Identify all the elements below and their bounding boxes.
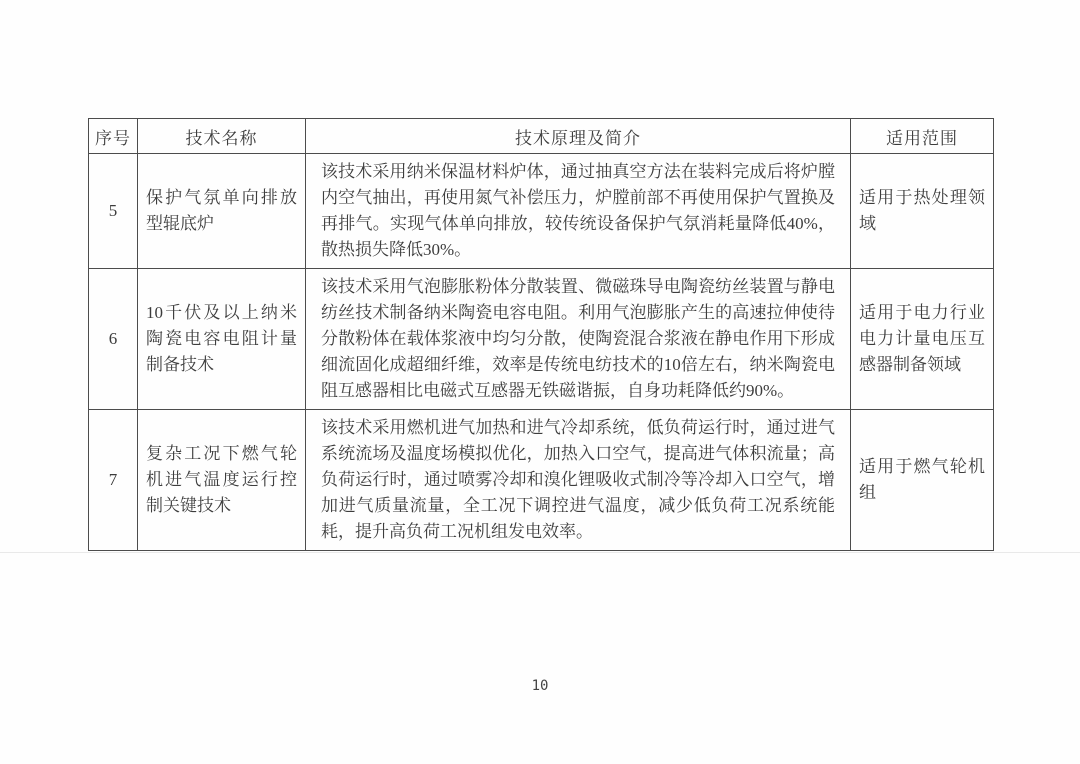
header-seq: 序号 [89,119,138,154]
row-index-cell: 7 [89,410,138,551]
principle-cell: 该技术采用气泡膨胀粉体分散装置、微磁珠导电陶瓷纺丝装置与静电纺丝技术制备纳米陶瓷电容电阻。利用气泡膨胀产生的高速拉伸使待分散粉体在载体浆液中均匀分散，使陶瓷混合浆液在静电作用下形成细流固化成超细纤维，效率是传统电纺技术的10倍左右，纳米陶瓷电阻互感器相比电磁式互感器无铁磁谐振，自身功耗降低约90%。 [306,269,851,410]
row-index-cell: 5 [89,154,138,269]
table-header-row [89,119,994,154]
table-row [89,269,994,410]
principle-cell: 该技术采用纳米保温材料炉体，通过抽真空方法在装料完成后将炉膛内空气抽出，再使用氮气补偿压力，炉膛前部不再使用保护气置换及再排气。实现气体单向排放，较传统设备保护气氛消耗量降低40%，散热损失降低30%。 [306,154,851,269]
table-row [89,410,994,551]
tech-name-cell: 复杂工况下燃气轮机进气温度运行控制关键技术 [138,410,306,551]
scope-cell: 适用于热处理领域 [851,154,994,269]
row-index-cell: 6 [89,269,138,410]
header-principle: 技术原理及简介 [306,119,851,154]
header-tech-name: 技术名称 [138,119,306,154]
technology-table [88,118,994,551]
header-scope: 适用范围 [851,119,994,154]
tech-name-cell: 10千伏及以上纳米陶瓷电容电阻计量制备技术 [138,269,306,410]
page-number: 10 [531,678,549,694]
principle-cell: 该技术采用燃机进气加热和进气冷却系统，低负荷运行时，通过进气系统流场及温度场模拟优化，加热入口空气，提高进气体积流量；高负荷运行时，通过喷雾冷却和溴化锂吸收式制冷等冷却入口空气，增加进气质量流量，全工况下调控进气温度，减少低负荷工况系统能耗，提升高负荷工况机组发电效率。 [306,410,851,551]
scope-cell: 适用于燃气轮机组 [851,410,994,551]
tech-name-cell: 保护气氛单向排放型辊底炉 [138,154,306,269]
scope-cell: 适用于电力行业电力计量电压互感器制备领域 [851,269,994,410]
scan-artifact-line [0,552,1080,553]
table-row [89,154,994,269]
